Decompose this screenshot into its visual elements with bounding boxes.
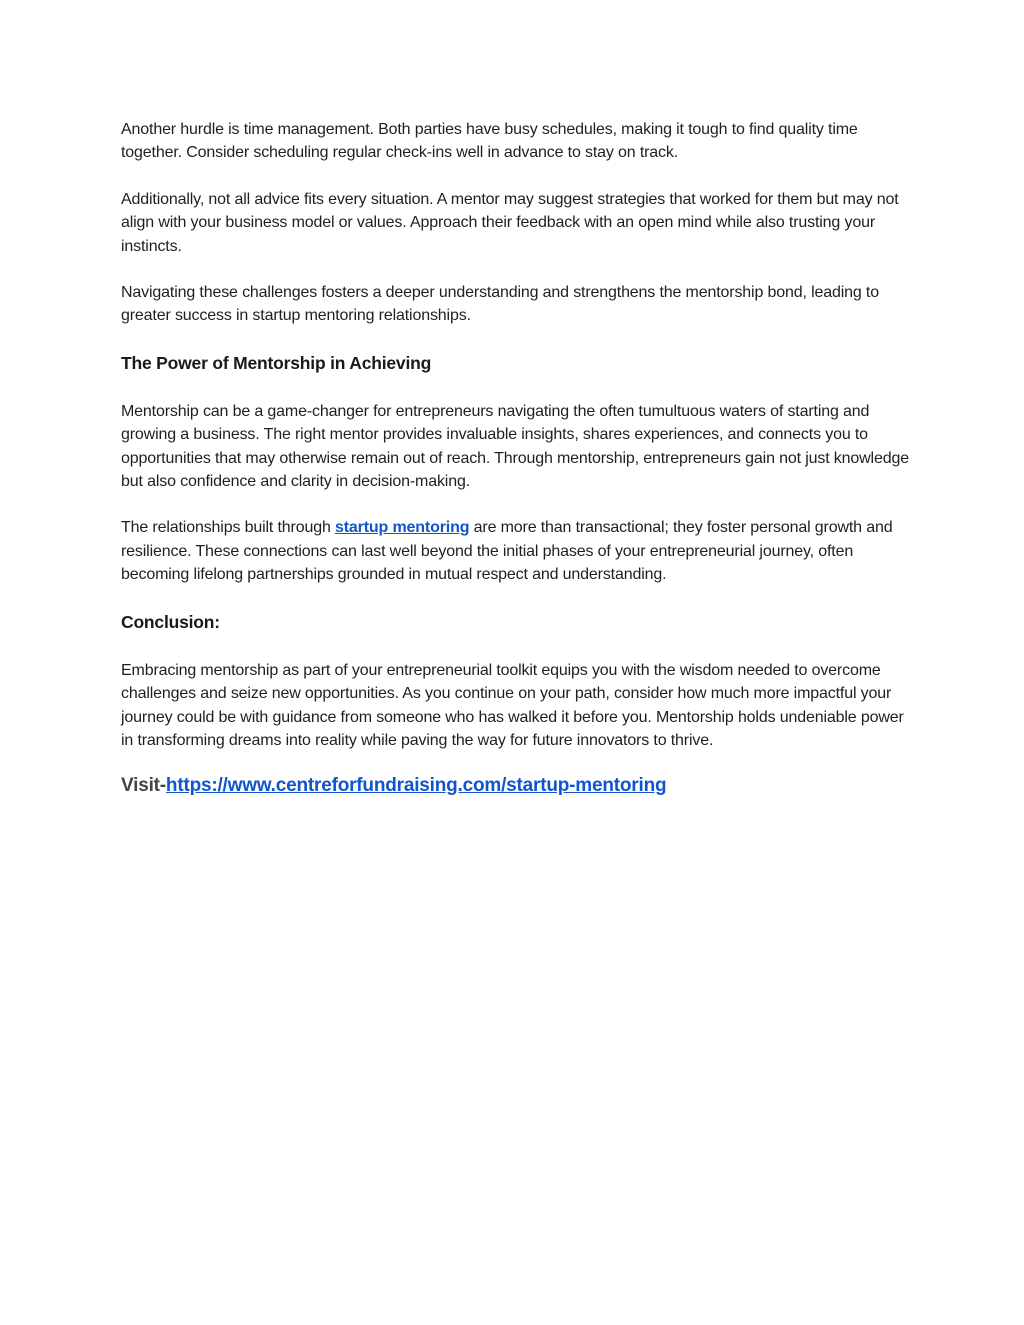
- paragraph-relationships: [121, 516, 911, 586]
- paragraph-relationships-text-end: are more than transactional; they foster personal growth and resilience. These connections can last well beyond the initial phases of your entrepreneurial journey, often becoming lifelong partnerships grounded in mutual respect and understanding.: [121, 519, 893, 584]
- visit-line: [121, 773, 911, 799]
- document-page: [121, 118, 911, 799]
- startup-mentoring-link[interactable]: startup mentoring: [335, 519, 470, 537]
- paragraph-advice: Additionally, not all advice fits every situation. A mentor may suggest strategies that worked for them but may not align with your business model or values. Approach their feedback with an open mind while also trusting your instincts.: [121, 190, 899, 255]
- heading-conclusion: Conclusion:: [121, 611, 220, 632]
- paragraph-embracing: Embracing mentorship as part of your entrepreneurial toolkit equips you with the wisdom needed to overcome challenges and seize new opportunities. As you continue on your path, consider how much more impactful your journey could be with guidance from someone who has walked it before you. Mentorship holds undeniable power in transforming dreams into reality while paving the way for future innovators to thrive.: [121, 661, 904, 749]
- visit-prefix: Visit-: [121, 775, 166, 797]
- paragraph-time-management: Another hurdle is time management. Both parties have busy schedules, making it tough to find quality time together. Consider scheduling regular check-ins well in advance to stay on track.: [121, 121, 858, 162]
- paragraph-game-changer: Mentorship can be a game-changer for entrepreneurs navigating the often tumultuous waters of starting and growing a business. The right mentor provides invaluable insights, shares experiences, and connects you to opportunities that may otherwise remain out of reach. Through mentorship, entrepreneurs gain not just knowledge but also confidence and clarity in decision-making.: [121, 402, 909, 491]
- heading-power-of-mentorship: The Power of Mentorship in Achieving: [121, 352, 432, 373]
- paragraph-navigating: Navigating these challenges fosters a deeper understanding and strengthens the mentorship bond, leading to greater success in startup mentoring relationships.: [121, 284, 879, 325]
- visit-url-link[interactable]: https://www.centreforfundraising.com/startup-mentoring: [165, 775, 667, 797]
- paragraph-relationships-text-start: The relationships built through: [121, 519, 335, 537]
